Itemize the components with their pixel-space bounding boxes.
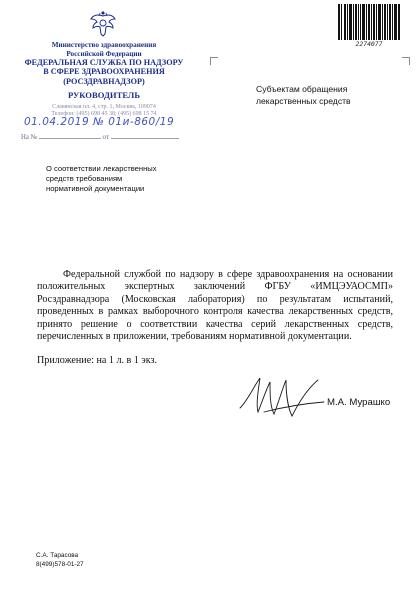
barcode-icon (338, 4, 400, 40)
ref-date-blank (111, 132, 179, 139)
ref-number-blank (39, 132, 101, 139)
ref-from: от (102, 134, 109, 141)
ref-prefix: На № (21, 134, 38, 141)
executor-phone: 8(499)578-01-27 (36, 560, 84, 568)
sender-title: РУКОВОДИТЕЛЬ (67, 90, 141, 100)
agency-address: Славянская пл. 4, стр. 1, Москва, 109074 Телефон: (495) 698 45 38; (495) 698 15 74 (51, 104, 157, 118)
signatory-name: М.А. Мурашко (327, 397, 391, 408)
executor-info (36, 552, 84, 570)
letter-subject: О соответствии лекарственных средств требованиям нормативной документации (46, 164, 157, 194)
addressee: Субъектам обращения лекарственных средств (256, 84, 351, 106)
agency-name: ФЕДЕРАЛЬНАЯ СЛУЖБА ПО НАДЗОРУ В СФЕРЕ ЗДРАВООХРАНЕНИЯ (РОСЗДРАВНАДЗОР) (24, 58, 184, 86)
letter-body: Федеральной службой по надзору в сфере здравоохранения на основании положительных экспертных заключений ФГБУ «ИМЦЭУАОСМП» Росздравнадзора (Московская лаборатория) по результатам испытаний, проведенных в рамках выборочного контроля качества лекарственных средств, принято решение о соответствии качества серий лекарственных средств, перечисленных в приложении, требованиям нормативной документации. (37, 269, 393, 343)
reference-line (21, 132, 191, 142)
address-corner-mark (210, 57, 218, 65)
executor-name: С.А. Тарасова (36, 552, 79, 559)
ministry-name: Министерство здравоохранения Российской Федерации (51, 41, 157, 58)
attachment-note: Приложение: на 1 л. в 1 экз. (37, 355, 158, 366)
barcode-number: 2274077 (355, 40, 383, 48)
coat-of-arms-icon (88, 8, 118, 38)
handwritten-date-number: 01.04.2019 № 01и-860/19 (24, 116, 175, 128)
address-corner-mark (402, 57, 410, 65)
